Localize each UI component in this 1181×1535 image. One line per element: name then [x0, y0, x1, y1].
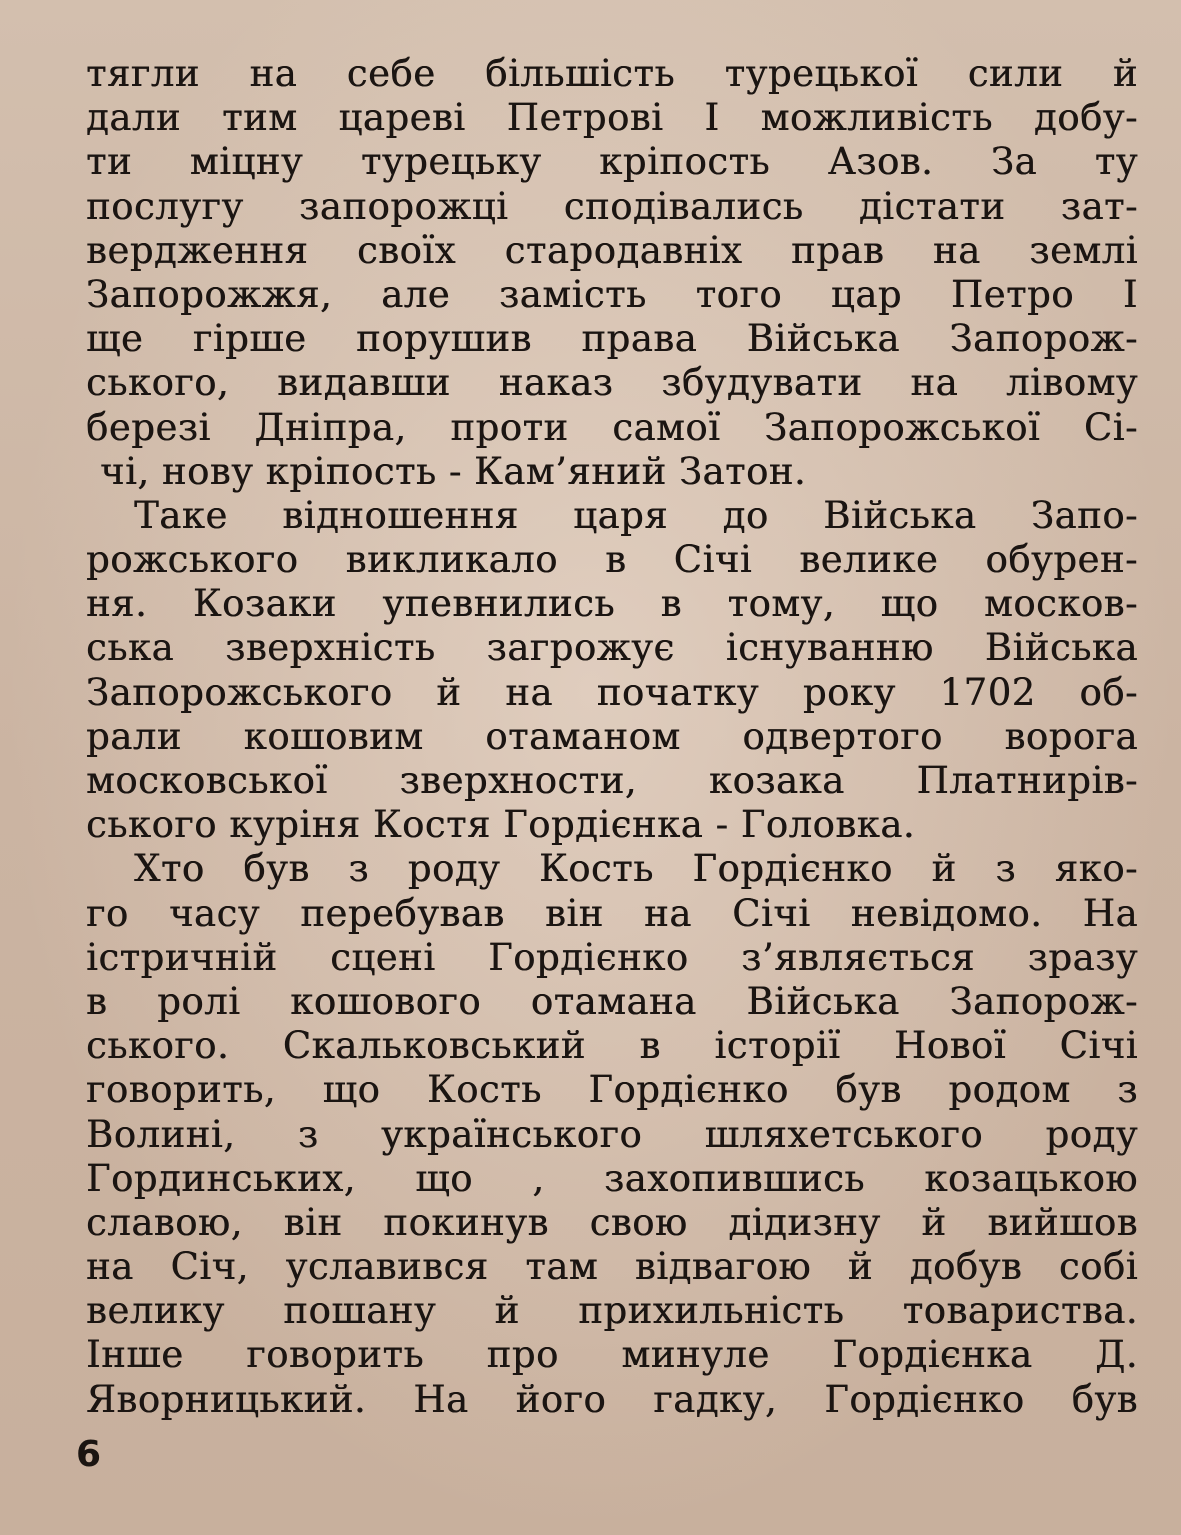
text-line: Волині, з українського шляхетського роду — [86, 1112, 1138, 1156]
text-line: Таке відношення царя до Війська Запо- — [134, 493, 1138, 537]
text-line: славою, він покинув свою дідизну й вийшов — [86, 1200, 1138, 1244]
text-line: ського куріня Костя Гордієнка - Головка. — [86, 803, 916, 847]
text-line: Гординських, що , захопившись козацькою — [86, 1156, 1138, 1200]
text-line: послугу запорожці сподівались дістати зат- — [86, 184, 1138, 228]
text-line: істричній сцені Гордієнко з’являється зразу — [86, 935, 1138, 979]
text-line: ського, видавши наказ збудувати на лівому — [86, 361, 1138, 405]
text-line: тягли на себе більшість турецької сили й — [86, 52, 1138, 95]
text-line: рали кошовим отаманом одвертого ворога — [86, 714, 1138, 758]
text-line: ня. Козаки упевнились в тому, що москов- — [86, 582, 1138, 626]
text-line: велику пошану й прихильність товариства. — [86, 1289, 1138, 1333]
text-line: говорить, що Кость Гордієнко був родом з — [86, 1068, 1138, 1112]
text-line: Яворницький. На його гадку, Гордієнко був — [86, 1377, 1138, 1421]
text-line: дали тим цареві Петрові І можливість добу- — [86, 96, 1138, 140]
text-line: го часу перебував він на Січі невідомо. На — [86, 891, 1138, 935]
text-line: в ролі кошового отамана Війська Запорож- — [86, 979, 1138, 1023]
text-line: чі, нову кріпость - Кам’яний Затон. — [100, 449, 807, 493]
text-line: березі Дніпра, проти самої Запорожської Сі- — [86, 405, 1138, 449]
text-line: рожського викликало в Січі велике обурен- — [86, 538, 1138, 582]
text-line: ського. Скальковський в історії Нової Січі — [86, 1024, 1138, 1068]
body-text — [86, 52, 1138, 1422]
text-line: Запорожжя, але замість того цар Петро І — [86, 272, 1138, 316]
text-line: Хто був з роду Кость Гордієнко й з яко- — [134, 847, 1138, 891]
text-line: ська зверхність загрожує існуванню Війська — [86, 626, 1138, 670]
text-line: ще гірше порушив права Війська Запорож- — [86, 317, 1138, 361]
text-line: ти міцну турецьку кріпость Азов. За ту — [86, 140, 1138, 184]
text-line: московської зверхности, козака Платнирів- — [86, 759, 1138, 802]
text-line: Запорожського й на початку року 1702 об- — [86, 670, 1138, 714]
text-line: Інше говорить про минуле Гордієнка Д. — [86, 1333, 1138, 1377]
page-number: 6 — [76, 1434, 102, 1475]
text-line: на Січ, уславився там відвагою й добув собі — [86, 1245, 1138, 1289]
text-line: вердження своїх стародавніх прав на землі — [86, 228, 1138, 272]
